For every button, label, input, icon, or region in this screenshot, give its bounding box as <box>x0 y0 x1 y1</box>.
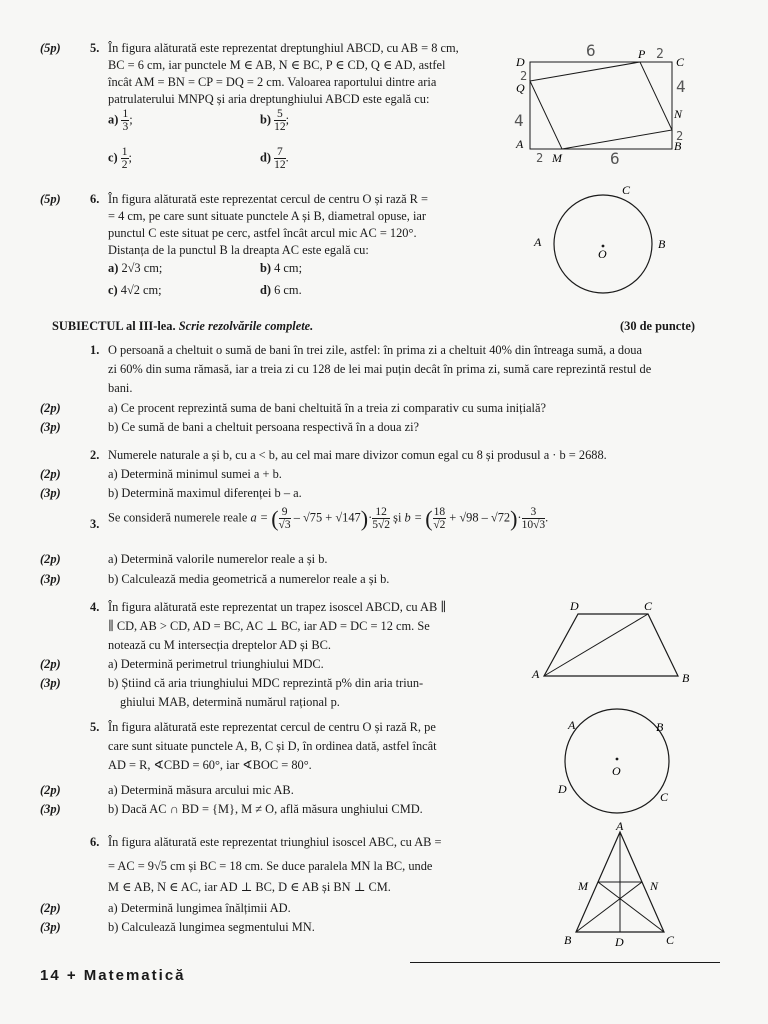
handwritten-mark: 2 <box>656 47 664 62</box>
label-m: M <box>552 151 562 165</box>
problem-number: 1. <box>90 343 100 357</box>
subquestion-b: b) Știind că aria triunghiului MDC reprezintă p% din aria triun- <box>108 676 424 690</box>
label-m: M <box>578 879 588 893</box>
answer-option-c[interactable]: c) $\frac{1}{2}$ ; <box>108 146 132 171</box>
problem-number: 4. <box>90 600 100 614</box>
problem-text-line: = AC = 9√5 cm și BC = 18 cm. Se duce paralela MN la BC, unde <box>108 859 433 873</box>
points-label: (2p) <box>40 552 61 566</box>
subquestion-b: b) Determină maximul diferenței b – a. <box>108 486 302 500</box>
problem-text-line: M ∈ AB, N ∈ AC, iar AD ⊥ BC, D ∈ AB și BN ⊥ CM. <box>108 880 391 894</box>
problem-number: 6. <box>90 835 100 849</box>
footer-separator: + <box>66 967 78 984</box>
subquestion-b: b) Ce sumă de bani a cheltuit persoana respectivă în a doua zi? <box>108 420 420 434</box>
problem-text-line: BC = 6 cm, iar punctele M ∈ AB, N ∈ BC, P ∈ CD, Q ∈ AD, astfel <box>108 58 446 72</box>
answer-option-d[interactable]: d) 6 cm. <box>260 283 302 297</box>
problem-text-line: bani. <box>108 381 133 395</box>
label-d: D <box>516 55 525 69</box>
subquestion-b: b) Dacă AC ∩ BD = {M}, M ≠ O, află măsura unghiului CMD. <box>108 802 423 816</box>
label-d: D <box>615 935 624 949</box>
label-n: N <box>674 107 683 121</box>
label-b: B <box>674 139 682 153</box>
problem-text-line: În figura alăturată este reprezentat triunghiul isoscel ABC, cu AB = <box>108 835 442 849</box>
handwritten-mark: 2 <box>536 151 544 165</box>
subject-name: Matematică <box>83 967 186 984</box>
label-p: P <box>638 47 646 61</box>
triangle-figure <box>560 820 690 950</box>
answer-option-c[interactable]: c) 4√2 cm; <box>108 283 162 297</box>
label-b: B <box>682 671 690 685</box>
problem-text-line: În figura alăturată este reprezentat cercul de centru O și rază R, pe <box>108 720 436 734</box>
points-label: (2p) <box>40 783 61 797</box>
points-label: (3p) <box>40 420 61 434</box>
points-label: (3p) <box>40 486 61 500</box>
problem-number: 5. <box>90 720 100 734</box>
trapezoid-figure <box>530 600 700 690</box>
problem-text-line: punctul C este situat pe cerc, astfel încât arcul mic AC = 120°. <box>108 226 417 240</box>
subquestion-a: a) Determină măsura arcului mic AB. <box>108 783 294 797</box>
points-label: (3p) <box>40 802 61 816</box>
section-score: (30 de puncte) <box>620 319 696 333</box>
problem-text-line: În figura alăturată este reprezentat un trapez isoscel ABCD, cu AB ∥ <box>108 600 447 614</box>
problem-number: 5. <box>90 41 100 55</box>
section-heading: SUBIECTUL al III-lea. Scrie rezolvările complete. <box>52 319 314 333</box>
label-a: A <box>534 235 542 249</box>
page-footer <box>40 967 186 984</box>
label-o: O <box>612 764 621 778</box>
subquestion-a: a) Determină minimul sumei a + b. <box>108 467 282 481</box>
points-label: (3p) <box>40 572 61 586</box>
handwritten-mark: 2 <box>520 69 528 83</box>
label-c: C <box>622 183 631 197</box>
subquestion-b: b) Calculează lungimea segmentului MN. <box>108 920 315 934</box>
label-b: B <box>564 933 572 947</box>
points-label: (5p) <box>40 192 61 206</box>
problem-text-line: zi 60% din suma rămasă, iar a treia zi cu 128 de lei mai puțin decât în prima zi, sumă care reprezintă restul de <box>108 362 652 376</box>
label-c: C <box>666 933 675 947</box>
subquestion-a: a) Ce procent reprezintă suma de bani cheltuită în a treia zi comparativ cu suma inițială? <box>108 401 546 415</box>
handwritten-mark: 4 <box>676 77 686 96</box>
problem-text-line: Numerele naturale a și b, cu a < b, au cel mai mare divizor comun egal cu 8 și produsul a · b = 2688. <box>108 448 607 462</box>
answer-option-a[interactable]: a) 2√3 cm; <box>108 261 163 275</box>
circle-figure-1 <box>530 180 680 310</box>
handwritten-mark: 6 <box>586 41 596 60</box>
problem-text-line: patrulaterului MNPQ și aria dreptunghiului ABCD este egală cu: <box>108 92 430 106</box>
label-c: C <box>660 790 669 804</box>
problem-number: 6. <box>90 192 100 206</box>
problem-text-line: notează cu M intersecția dreptelor AD și BC. <box>108 638 331 652</box>
problem-text-line: ∥ CD, AB > CD, AD = BC, AC ⊥ BC, iar AD = DC = 12 cm. Se <box>108 619 430 633</box>
label-d: D <box>570 599 579 613</box>
label-d: D <box>558 782 567 796</box>
label-o: O <box>598 247 607 261</box>
label-a: A <box>616 819 624 833</box>
answer-option-a[interactable]: a) $\frac{1}{3}$ ; <box>108 108 133 133</box>
subquestion-a: a) Determină perimetrul triunghiului MDC. <box>108 657 324 671</box>
problem-text-line: În figura alăturată este reprezentat dreptunghiul ABCD, cu AB = 8 cm, <box>108 41 459 55</box>
problem-number: 2. <box>90 448 100 462</box>
label-a: A <box>568 718 576 732</box>
handwritten-mark: 6 <box>610 149 620 168</box>
subquestion-b: b) Calculează media geometrică a numerelor reale a și b. <box>108 572 390 586</box>
problem-text-line: O persoană a cheltuit o sumă de bani în trei zile, astfel: în prima zi a cheltuit 40% din întreaga sumă, a doua <box>108 343 642 357</box>
points-label: (3p) <box>40 676 61 690</box>
label-q: Q <box>516 81 525 95</box>
problem-text-line: AD = R, ∢CBD = 60°, iar ∢BOC = 80°. <box>108 758 312 772</box>
answer-option-b[interactable]: b) 4 cm; <box>260 261 303 275</box>
circle-figure-2 <box>550 705 680 820</box>
answer-option-d[interactable]: d) $\frac{7}{12}$ . <box>260 146 289 171</box>
problem-text-line: Distanța de la punctul B la dreapta AC este egală cu: <box>108 243 369 257</box>
points-label: (2p) <box>40 657 61 671</box>
subquestion-a: a) Determină valorile numerelor reale a și b. <box>108 552 328 566</box>
handwritten-mark: 2 <box>676 129 684 143</box>
label-a: A <box>532 667 540 681</box>
label-b: B <box>658 237 666 251</box>
problem-number: 3. <box>90 517 100 531</box>
problem-text-line: În figura alăturată este reprezentat cercul de centru O și rază R = <box>108 192 429 206</box>
page-number: 14 <box>40 967 61 984</box>
problem-text-line: = 4 cm, pe care sunt situate punctele A și B, diametral opuse, iar <box>108 209 427 223</box>
points-label: (2p) <box>40 401 61 415</box>
points-label: (2p) <box>40 467 61 481</box>
rectangle-figure <box>500 40 700 170</box>
points-label: (5p) <box>40 41 61 55</box>
label-b: B <box>656 720 664 734</box>
points-label: (3p) <box>40 920 61 934</box>
handwritten-mark: 4 <box>514 111 524 130</box>
label-a: A <box>516 137 524 151</box>
subquestion-a: a) Determină lungimea înălțimii AD. <box>108 901 291 915</box>
problem-text-line: încât AM = BN = CP = DQ = 2 cm. Valoarea raportului dintre aria <box>108 75 437 89</box>
label-c: C <box>644 599 653 613</box>
problem-text-line: care sunt situate punctele A, B, C și D, în ordinea dată, astfel încât <box>108 739 437 753</box>
label-n: N <box>650 879 659 893</box>
answer-option-b[interactable]: b) $\frac{5}{12}$ ; <box>260 108 290 133</box>
points-label: (2p) <box>40 901 61 915</box>
footer-rule <box>410 962 720 963</box>
formula-line: Se consideră numerele reale a = ( $\frac{9}{√3}$ – √75 + √147)· $\frac{12}{5√2}$ și b = ( $\frac{18}{√2}$ + √98 – √72)· $\frac{3}{10√3}$ . <box>108 506 549 531</box>
subquestion-b-continued: ghiului MAB, determină numărul rațional p. <box>120 695 340 709</box>
label-c: C <box>676 55 685 69</box>
